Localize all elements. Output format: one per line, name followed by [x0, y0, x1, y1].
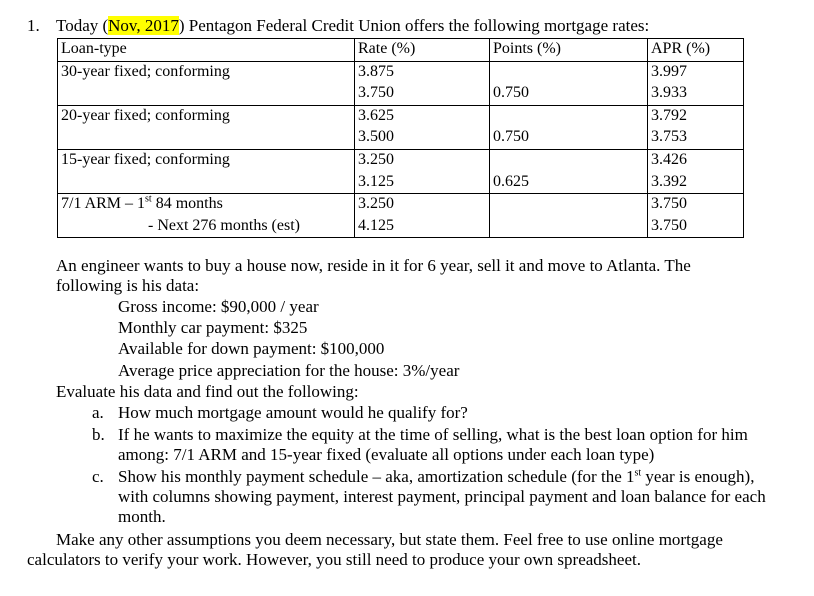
header-rate: Rate (%) [355, 39, 490, 62]
cell-points: 0.625 [490, 172, 648, 194]
data-item-down-payment: Available for down payment: $100,000 [118, 339, 385, 358]
item-c-text [118, 467, 778, 527]
data-item-car-payment: Monthly car payment: $325 [118, 318, 308, 337]
header-apr: APR (%) [648, 39, 744, 62]
cell-loan-type [58, 127, 355, 149]
cell-points [490, 149, 648, 171]
table-row [58, 216, 744, 238]
problem-paragraph: An engineer wants to buy a house now, reside in it for 6 year, sell it and move to Atlanta. The following is his data: [56, 256, 691, 295]
table-row [58, 83, 744, 105]
cell-loan-type: 30-year fixed; conforming [58, 61, 355, 83]
table-row [58, 194, 744, 216]
cell-rate: 3.500 [355, 127, 490, 149]
cell-apr: 3.933 [648, 83, 744, 105]
table-row [58, 172, 744, 194]
cell-apr: 3.750 [648, 194, 744, 216]
cell-points: 0.750 [490, 83, 648, 105]
cell-apr: 3.792 [648, 105, 744, 127]
item-b-text: If he wants to maximize the equity at the time of selling, what is the best loan option for him among: 7/1 ARM and 15-year fixed (evaluate all options under each loan type) [118, 425, 748, 464]
cell-apr: 3.750 [648, 216, 744, 238]
cell-points [490, 105, 648, 127]
cell-loan-type [58, 83, 355, 105]
table-row [58, 61, 744, 83]
item-b-marker: b. [92, 425, 105, 444]
cell-rate: 4.125 [355, 216, 490, 238]
cell-points [490, 194, 648, 216]
cell-loan-type: - Next 276 months (est) [58, 216, 355, 238]
cell-apr: 3.426 [648, 149, 744, 171]
cell-points [490, 61, 648, 83]
header-points: Points (%) [490, 39, 648, 62]
item-a-text: How much mortgage amount would he qualify for? [118, 403, 468, 422]
cell-loan-type: 15-year fixed; conforming [58, 149, 355, 171]
item-c-text-sup: st [634, 467, 642, 479]
cell-rate: 3.750 [355, 83, 490, 105]
cell-rate: 3.875 [355, 61, 490, 83]
question-intro [56, 16, 649, 36]
header-loan-type: Loan-type [58, 39, 355, 62]
cell-rate: 3.125 [355, 172, 490, 194]
cell-points [490, 216, 648, 238]
cell-rate: 3.250 [355, 149, 490, 171]
cell-rate: 3.250 [355, 194, 490, 216]
table-header-row [58, 39, 744, 62]
table-row [58, 105, 744, 127]
cell-points: 0.750 [490, 127, 648, 149]
item-a-marker: a. [92, 403, 104, 422]
intro-before: Today ( [56, 16, 109, 35]
item-c-marker: c. [92, 467, 104, 486]
question-number: 1. [27, 16, 40, 35]
cell-loan-type [58, 172, 355, 194]
cell-apr: 3.997 [648, 61, 744, 83]
table-row [58, 127, 744, 149]
item-c-text-pre: Show his monthly payment schedule – aka, amortization schedule (for the 1 [118, 467, 635, 486]
arm-label-post: 84 months [151, 195, 223, 213]
closing-paragraph: Make any other assumptions you deem necessary, but state them. Feel free to use online mortgage calculators to verify your work. However, you still need to produce your own spreadsheet. [27, 530, 723, 569]
data-item-appreciation: Average price appreciation for the house: 3%/year [118, 361, 460, 380]
cell-loan-type: 20-year fixed; conforming [58, 105, 355, 127]
table-row [58, 149, 744, 171]
highlighted-date: Nov, 2017 [108, 16, 179, 35]
arm-label-pre: 7/1 ARM – 1 [61, 195, 146, 213]
arm-label-sup: st [145, 193, 152, 205]
data-item-income: Gross income: $90,000 / year [118, 297, 319, 316]
cell-apr: 3.753 [648, 127, 744, 149]
intro-after: ) Pentagon Federal Credit Union offers the following mortgage rates: [178, 16, 650, 35]
item-c-text-post: year is enough), with columns showing payment, interest payment, principal payment and loan balance for each month. [118, 467, 766, 526]
cell-loan-type [58, 194, 355, 216]
evaluate-heading: Evaluate his data and find out the following: [56, 382, 359, 401]
mortgage-rates-table [57, 38, 744, 238]
cell-rate: 3.625 [355, 105, 490, 127]
cell-apr: 3.392 [648, 172, 744, 194]
